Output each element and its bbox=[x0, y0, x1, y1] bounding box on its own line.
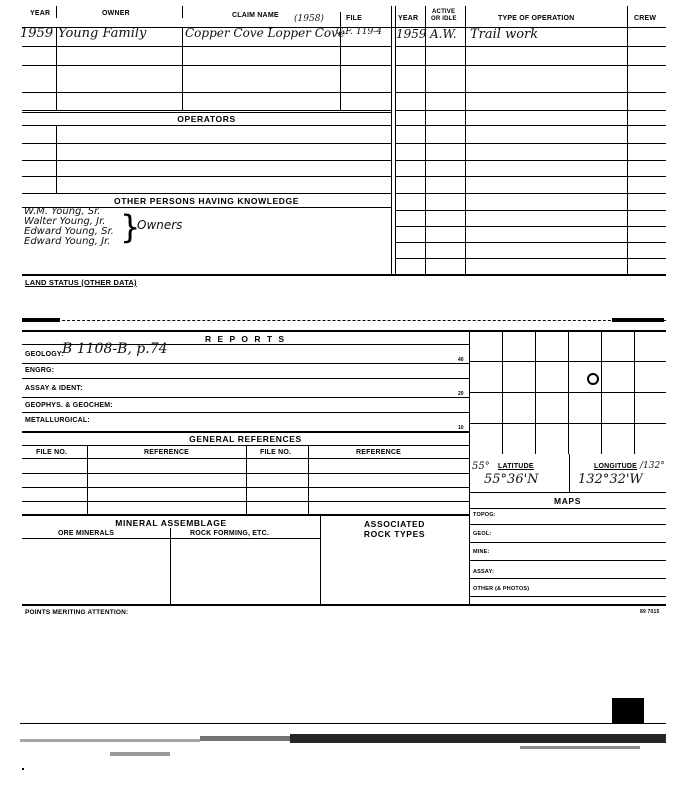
ore-minerals-header: ORE MINERALS bbox=[58, 530, 115, 537]
entry-operation: Trail work bbox=[470, 27, 539, 42]
ref-col-file-2: FILE NO. bbox=[260, 449, 292, 456]
col-operation-header: TYPE OF OPERATION bbox=[498, 15, 575, 22]
entry-year: 1959 bbox=[20, 26, 54, 41]
engrg-label: ENGRG: bbox=[25, 367, 55, 374]
map-geol-label: GEOL: bbox=[473, 531, 492, 537]
associated-rock-types-2: ROCK TYPES bbox=[363, 529, 426, 539]
form-number: 89 7015 bbox=[640, 609, 660, 615]
points-meriting-attention-label: POINTS MERITING ATTENTION: bbox=[25, 609, 129, 616]
rock-forming-header: ROCK FORMING, ETC. bbox=[190, 530, 270, 537]
col-op-year-header: YEAR bbox=[398, 15, 419, 22]
col-year-header: YEAR bbox=[30, 10, 51, 17]
entry-claim-name: Copper Cove Lopper Cove bbox=[185, 26, 346, 40]
metallurgical-label: METALLURGICAL: bbox=[25, 417, 90, 424]
ref-col-ref-2: REFERENCE bbox=[356, 449, 401, 456]
maps-title: MAPS bbox=[554, 496, 581, 506]
knowledge-title: OTHER PERSONS HAVING KNOWLEDGE bbox=[113, 196, 300, 206]
scan-artifact bbox=[0, 690, 678, 790]
ref-col-ref-1: REFERENCE bbox=[144, 449, 189, 456]
entry-file: C.F. 119-4 bbox=[336, 27, 382, 37]
latitude-label: LATITUDE bbox=[498, 463, 534, 470]
map-other-label: OTHER (& PHOTOS) bbox=[473, 586, 530, 592]
col-claim-name-header: CLAIM NAME bbox=[232, 12, 279, 19]
map-topog-label: TOPOG: bbox=[473, 512, 496, 518]
geology-label: GEOLOGY: bbox=[25, 351, 64, 358]
knowledge-person-2: Walter Young, Jr. bbox=[24, 216, 106, 227]
lat-prefix: 55° bbox=[472, 461, 490, 472]
section-divider bbox=[22, 320, 666, 321]
entry-owner: Young Family bbox=[58, 26, 147, 41]
location-circle-mark bbox=[587, 373, 599, 385]
ownership-table bbox=[0, 0, 678, 275]
latitude-value: 55°36'N bbox=[484, 472, 539, 487]
geophys-label: GEOPHYS. & GEOCHEM: bbox=[25, 402, 113, 409]
long-suffix: /132° bbox=[640, 461, 665, 471]
longitude-value: 132°32'W bbox=[578, 472, 643, 487]
knowledge-person-4: Edward Young, Jr. bbox=[24, 236, 111, 247]
mineral-assemblage-title: MINERAL ASSEMBLAGE bbox=[115, 518, 227, 528]
assay-label: ASSAY & IDENT: bbox=[25, 385, 83, 392]
reports-section bbox=[0, 330, 678, 610]
longitude-label: LONGITUDE bbox=[594, 463, 638, 470]
associated-rock-types-1: ASSOCIATED bbox=[363, 519, 426, 529]
entry-claim-note: (1958) bbox=[294, 14, 324, 24]
general-references-title: GENERAL REFERENCES bbox=[189, 434, 302, 444]
map-mine-label: MINE: bbox=[473, 549, 490, 555]
knowledge-person-3: Edward Young, Sr. bbox=[24, 226, 114, 237]
map-assay-label: ASSAY: bbox=[473, 569, 495, 575]
scale-40: 40 bbox=[458, 357, 464, 363]
entry-op-year: 1959 bbox=[396, 27, 427, 41]
scale-10: 10 bbox=[458, 425, 464, 431]
land-status-label: LAND STATUS (OTHER DATA) bbox=[25, 278, 137, 287]
col-owner-header: OWNER bbox=[102, 10, 130, 17]
brace-mark: } bbox=[120, 208, 141, 246]
geology-value: B 1108-B, p.74 bbox=[62, 341, 168, 357]
col-active-header: ACTIVE bbox=[432, 9, 456, 15]
col-file-header: FILE bbox=[346, 15, 362, 22]
col-crew-header: CREW bbox=[634, 15, 657, 22]
knowledge-person-1: W.M. Young, Sr. bbox=[24, 206, 101, 217]
scale-20: 20 bbox=[458, 391, 464, 397]
operators-title: OPERATORS bbox=[177, 114, 236, 124]
reports-title: R E P O R T S bbox=[204, 334, 287, 344]
entry-active-idle: A.W. bbox=[430, 27, 457, 41]
col-idle-header: OR IDLE bbox=[431, 16, 457, 22]
location-grid bbox=[469, 330, 666, 454]
ref-col-file-1: FILE NO. bbox=[36, 449, 68, 456]
knowledge-role: Owners bbox=[137, 218, 183, 232]
